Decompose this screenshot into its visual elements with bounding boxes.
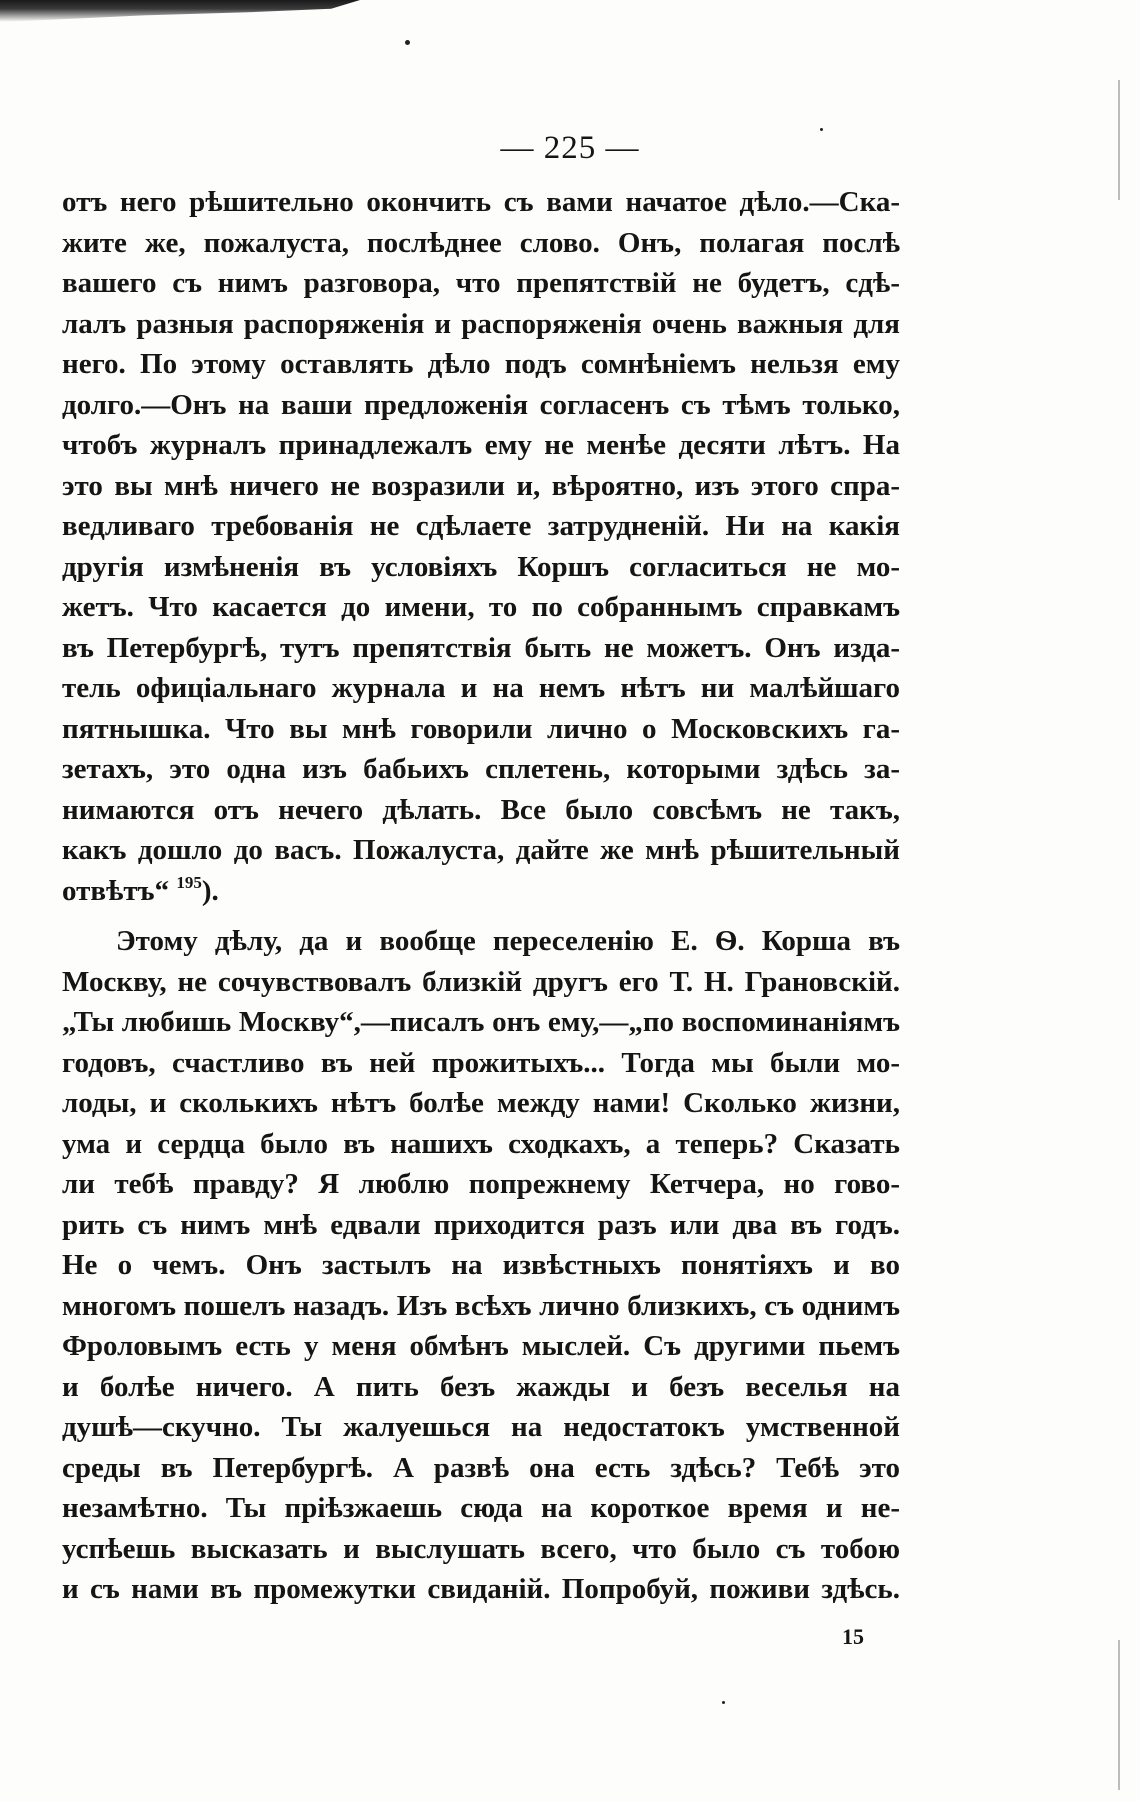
text-line: Не о чемъ. Онъ застылъ на извѣстныхъ понятіяхъ и во: [62, 1249, 900, 1281]
text-line: вашего съ нимъ разговора, что препятствій не будетъ, сдѣ-: [62, 267, 900, 299]
text-line: чтобъ журналъ принадлежалъ ему не менѣе десяти лѣтъ. На: [62, 429, 900, 461]
text-line: въ Петербургѣ, тутъ препятствія быть не можетъ. Онъ изда-: [62, 631, 900, 664]
text-line: жите же, пожалуста, послѣднее слово. Онъ, полагая послѣ: [62, 226, 900, 259]
text-line: ума и сердца было въ нашихъ сходкахъ, а теперь? Сказать: [62, 1127, 900, 1160]
text-line: него. По этому оставлять дѣло подъ сомнѣніемъ нельзя ему: [62, 348, 900, 380]
text-line: другія измѣненія въ условіяхъ Коршъ согласиться не мо-: [62, 550, 900, 583]
line-text: отвѣтъ“: [62, 874, 170, 907]
text-line: успѣешь высказать и выслушать всего, что было съ тобою: [62, 1532, 900, 1565]
text-line: Этому дѣлу, да и вообще переселенію Е. Ѳ. Корша въ: [116, 925, 900, 957]
footnote-ref: 195: [176, 872, 202, 892]
text-line: тель офиціальнаго журнала и на немъ нѣтъ ни малѣйшаго: [62, 672, 900, 704]
text-line: и съ нами въ промежутки свиданій. Попробуй, поживи здѣсь.: [62, 1573, 900, 1605]
text-line: ли тебѣ правду? Я люблю попрежнему Кетчера, но гово-: [62, 1168, 900, 1200]
text-line: рить съ нимъ мнѣ едвали приходится разъ или два въ годъ.: [62, 1208, 900, 1241]
text-line: лоды, и сколькихъ нѣтъ болѣе между нами! Сколько жизни,: [62, 1087, 900, 1119]
body-text: [62, 182, 900, 1610]
paragraph-granovsky: [62, 921, 900, 1610]
text-line: Фроловымъ есть у меня обмѣнъ мыслей. Съ другими пьемъ: [62, 1330, 900, 1362]
text-line: Москву, не сочувствовалъ близкій другъ его Т. Н. Грановскій.: [62, 965, 900, 998]
text-line: нимаются отъ нечего дѣлать. Все было совсѣмъ не такъ,: [62, 793, 900, 826]
text-line: какъ дошло до васъ. Пожалуста, дайте же мнѣ рѣшительный: [62, 834, 900, 866]
text-line: это вы мнѣ ничего не возразили и, вѣроятно, изъ этого спра-: [62, 469, 900, 502]
page-number: — 225 —: [500, 130, 640, 166]
text-line: „Ты любишь Москву“,—писалъ онъ ему,—„по воспоминаніямъ: [62, 1006, 900, 1038]
text-line: незамѣтно. Ты пріѣзжаешь сюда на короткое время и не-: [62, 1492, 900, 1524]
text-line: ведливаго требованія не сдѣлаете затрудненій. Ни на какія: [62, 510, 900, 542]
scan-speck: [722, 1701, 725, 1704]
text-line-last: [62, 871, 900, 912]
text-line: лалъ разныя распоряженія и распоряженія очень важныя для: [62, 307, 900, 340]
text-line: среды въ Петербургѣ. А развѣ она есть здѣсь? Тебѣ это: [62, 1451, 900, 1484]
text-line: отъ него рѣшительно окончить съ вами начатое дѣло.—Ска-: [62, 186, 900, 218]
text-line: душѣ—скучно. Ты жалуешься на недостатокъ умственной: [62, 1411, 900, 1443]
paragraph-letter-quote: [62, 182, 900, 911]
scan-edge-line: [1118, 1640, 1120, 1790]
scan-edge-shadow: [0, 0, 360, 22]
text-line: долго.—Онъ на ваши предложенія согласенъ съ тѣмъ только,: [62, 388, 900, 421]
text-line: годовъ, счастливо въ ней прожитыхъ... Тогда мы были мо-: [62, 1046, 900, 1079]
signature-mark: 15: [842, 1624, 864, 1649]
text-line: пятнышка. Что вы мнѣ говорили лично о Московскихъ га-: [62, 712, 900, 745]
text-line: и болѣе ничего. А пить безъ жажды и безъ веселья на: [62, 1370, 900, 1403]
paragraph-gap: [62, 911, 900, 921]
scan-speck: [405, 40, 410, 45]
text-line: зетахъ, это одна изъ бабьихъ сплетень, которыми здѣсь за-: [62, 753, 900, 785]
text-line: многомъ пошелъ назадъ. Изъ всѣхъ лично близкихъ, съ однимъ: [62, 1289, 900, 1322]
text-line: жетъ. Что касается до имени, то по собраннымъ справкамъ: [62, 591, 900, 623]
line-tail: ).: [201, 874, 219, 907]
